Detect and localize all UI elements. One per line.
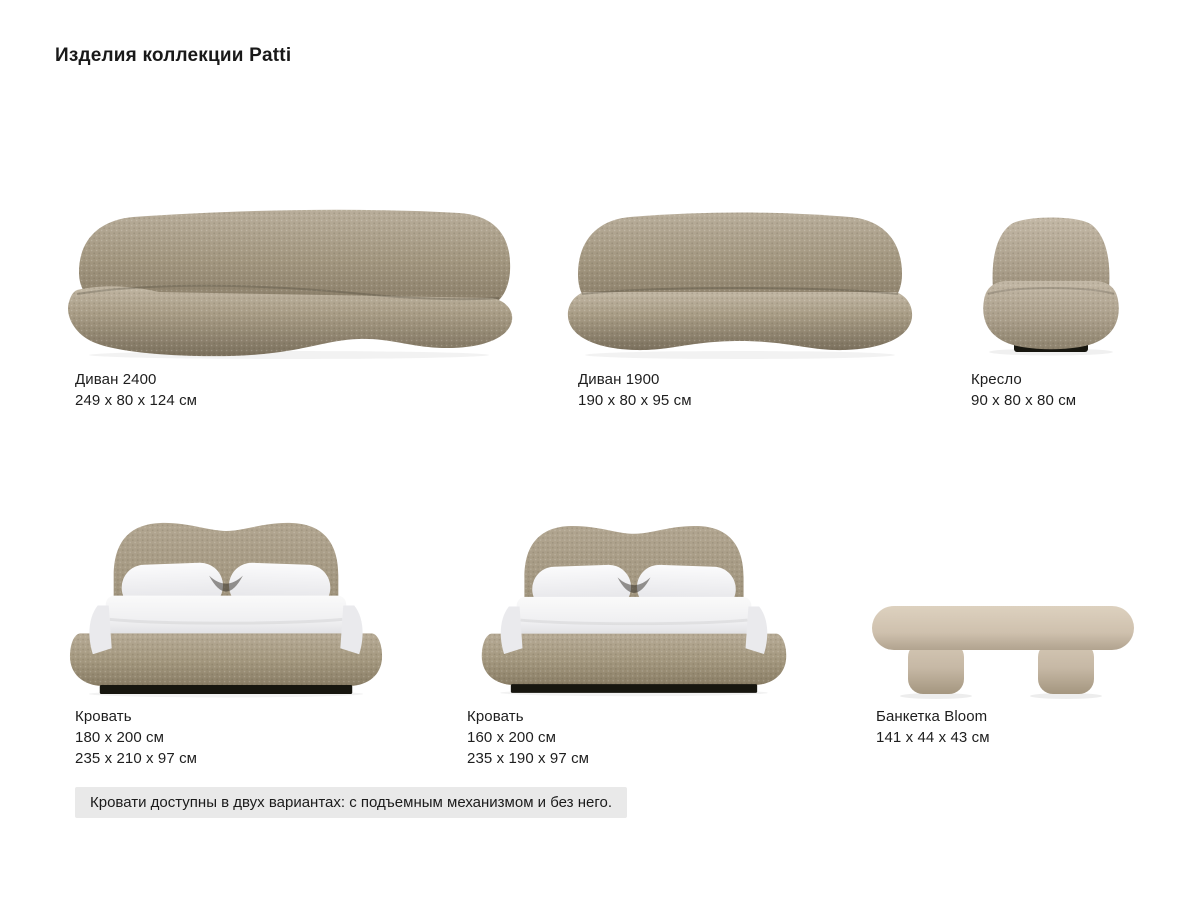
product-dimensions: 249 x 80 x 124 см (75, 392, 198, 409)
product-label (971, 369, 1076, 411)
product-dimensions: 90 x 80 x 80 см (971, 392, 1077, 409)
product-name: Банкетка Bloom (876, 708, 988, 725)
sofa-1900-shadow (585, 351, 895, 359)
sofa-1900-image (566, 202, 914, 360)
product-dimensions: 190 x 80 x 95 см (578, 392, 692, 409)
page-title: Изделия коллекции Patti (55, 45, 292, 66)
bed-180-image (62, 514, 390, 698)
product-label (75, 369, 197, 411)
sofa-2400-image (63, 202, 515, 360)
bed-160-image (474, 517, 794, 697)
product-label (75, 706, 197, 769)
product-dimensions-overall: 235 x 210 x 97 см (75, 750, 198, 767)
bench-bloom-image (868, 598, 1138, 700)
note-banner: Кровати доступны в двух вариантах: с подъемным механизмом и без него. (75, 787, 627, 818)
product-name: Кровать (75, 708, 132, 725)
product-dimensions: 160 x 200 см (467, 729, 557, 746)
product-name: Диван 1900 (578, 371, 660, 388)
product-name: Кресло (971, 371, 1022, 388)
product-name: Кровать (467, 708, 524, 725)
product-dimensions: 180 x 200 см (75, 729, 165, 746)
sofa-1900-seat-texture (568, 292, 912, 350)
product-name: Диван 2400 (75, 371, 157, 388)
bench-top (872, 606, 1134, 650)
product-label (467, 706, 589, 769)
bed-illustration (70, 523, 382, 698)
product-label (578, 369, 692, 411)
armchair-image (972, 202, 1130, 360)
product-label (876, 706, 990, 748)
bed-illustration (482, 526, 786, 696)
product-dimensions: 141 x 44 x 43 см (876, 729, 990, 746)
product-dimensions-overall: 235 x 190 x 97 см (467, 750, 590, 767)
